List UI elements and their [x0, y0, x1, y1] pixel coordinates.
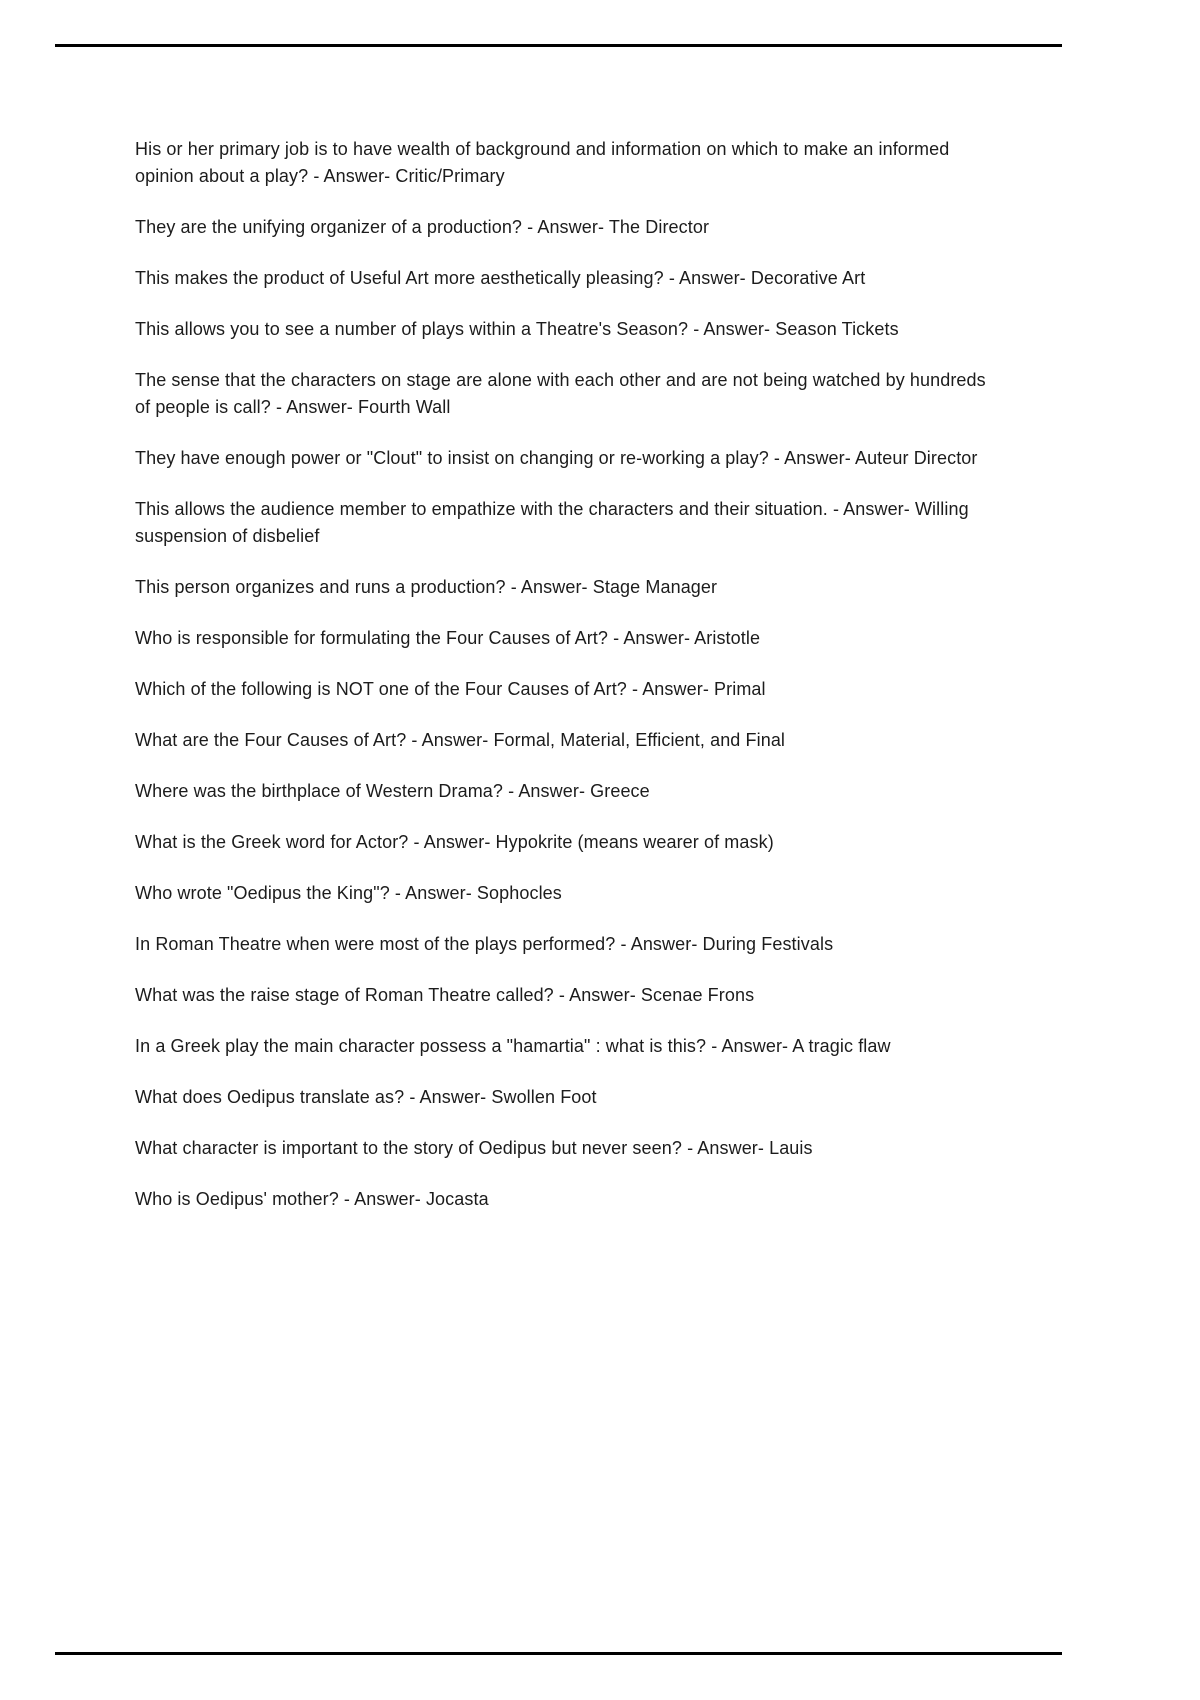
- qa-paragraph: In a Greek play the main character possess a "hamartia" : what is this? - Answer- A tragic flaw: [135, 1036, 891, 1056]
- qa-paragraph: His or her primary job is to have wealth of background and information on which to make an informed opinion about a play? - Answer- Critic/Primary: [135, 139, 950, 186]
- qa-paragraph: What was the raise stage of Roman Theatre called? - Answer- Scenae Frons: [135, 985, 755, 1005]
- qa-paragraph: What is the Greek word for Actor? - Answer- Hypokrite (means wearer of mask): [135, 832, 774, 852]
- qa-paragraph: Which of the following is NOT one of the Four Causes of Art? - Answer- Primal: [135, 679, 766, 699]
- qa-paragraph: They have enough power or "Clout" to insist on changing or re-working a play? - Answer- Auteur Director: [135, 448, 978, 468]
- qa-paragraph: Who is Oedipus' mother? - Answer- Jocasta: [135, 1189, 489, 1209]
- qa-paragraph: This person organizes and runs a production? - Answer- Stage Manager: [135, 577, 718, 597]
- document-body: [135, 136, 1005, 1237]
- qa-paragraph: This makes the product of Useful Art more aesthetically pleasing? - Answer- Decorative Art: [135, 268, 866, 288]
- qa-paragraph: This allows the audience member to empathize with the characters and their situation. - Answer- Willing suspension of disbelief: [135, 499, 969, 546]
- qa-paragraph: Where was the birthplace of Western Drama? - Answer- Greece: [135, 781, 650, 801]
- qa-paragraph: In Roman Theatre when were most of the plays performed? - Answer- During Festivals: [135, 934, 834, 954]
- qa-paragraph: What are the Four Causes of Art? - Answer- Formal, Material, Efficient, and Final: [135, 730, 786, 750]
- qa-paragraph: Who wrote "Oedipus the King"? - Answer- Sophocles: [135, 883, 562, 903]
- qa-paragraph: The sense that the characters on stage are alone with each other and are not being watched by hundreds of people is call? - Answer- Fourth Wall: [135, 370, 986, 417]
- bottom-rule: [55, 1652, 1062, 1655]
- top-rule: [55, 44, 1062, 47]
- qa-paragraph: Who is responsible for formulating the Four Causes of Art? - Answer- Aristotle: [135, 628, 761, 648]
- qa-paragraph: What character is important to the story of Oedipus but never seen? - Answer- Lauis: [135, 1138, 813, 1158]
- qa-paragraph: They are the unifying organizer of a production? - Answer- The Director: [135, 217, 710, 237]
- qa-paragraph: What does Oedipus translate as? - Answer- Swollen Foot: [135, 1087, 597, 1107]
- qa-paragraph: This allows you to see a number of plays within a Theatre's Season? - Answer- Season Tickets: [135, 319, 899, 339]
